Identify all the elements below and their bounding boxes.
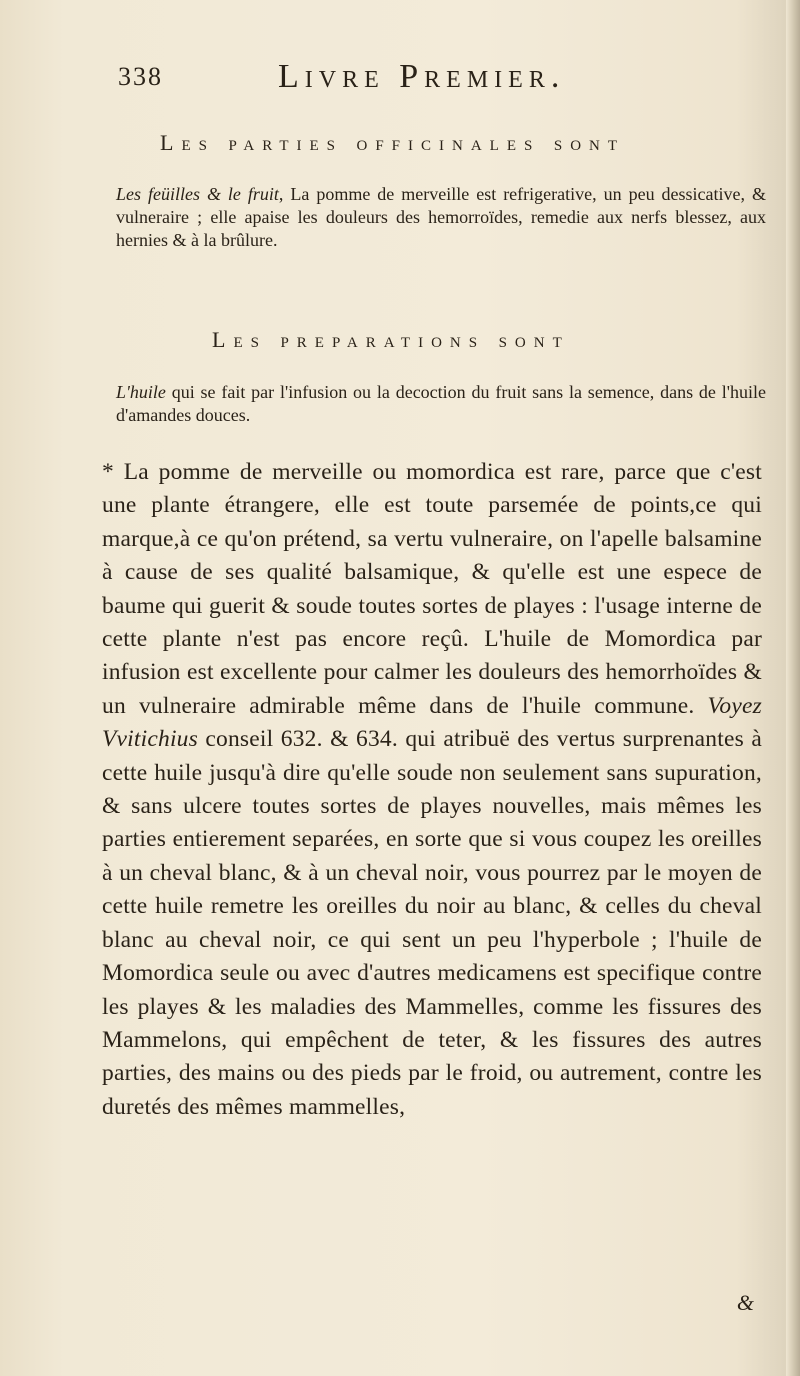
page-gutter bbox=[786, 0, 800, 1376]
section-heading-preparations: Les preparations sont bbox=[212, 327, 570, 352]
main-paragraph-part2: conseil 632. & 634. qui atribuë des vertus surprenantes à cette huile jusqu'à dire qu'elle soude non seulement sans supuration, & sans ulcere toutes sortes de playes nouvelles, mais mêmes les parties entierement separées, en sorte que si vous coupez les oreilles à un cheval blanc, & à un cheval noir, vous pourrez par le moyen de cette huile remetre les oreilles du noir au blanc, & celles du cheval blanc au cheval noir, ce qui sent un peu l'hyperbole ; l'huile de Momordica seule ou avec d'autres medicamens est specifique contre les playes & les maladies des Mammelles, comme les fissures des Mammelons, qui empêchent de teter, & les fissures des autres parties, des mains ou des pieds par le froid, ou autrement, contre les duretés des mêmes mammelles, bbox=[102, 726, 762, 1120]
page-number: 338 bbox=[118, 62, 163, 91]
main-paragraph-reference: Voyez Vvitichius bbox=[102, 692, 762, 753]
catchword: & bbox=[736, 1290, 754, 1315]
running-title: Livre Premier. bbox=[278, 58, 566, 95]
paragraph-preparations bbox=[116, 381, 766, 427]
main-paragraph-part1: * La pomme de merveille ou momordica est rare, parce que c'est une plante étrangere, elle est toute parsemée de points,ce qui marque,à ce qu'on prétend, sa vertu vulneraire, on l'apelle balsamine à cause de ses qualité balsamique, & qu'elle est une espece de baume qui guerit & soude toutes sortes de playes : l'usage interne de cette plante n'est pas encore reçû. L'huile de Momordica par infusion est excellente pour calmer les douleurs des hemorrhoïdes & un vulneraire admirable même dans de l'huile commune. bbox=[102, 459, 762, 719]
paragraph-preparations-text: qui se fait par l'infusion ou la decoction du fruit sans la semence, dans de l'huile d'amandes douces. bbox=[116, 382, 766, 425]
paragraph-officinales-italic: Les feüilles & le fruit bbox=[116, 184, 279, 204]
main-paragraph bbox=[102, 456, 762, 1124]
section-heading-officinales: Les parties officinales sont bbox=[160, 130, 626, 155]
paragraph-officinales bbox=[116, 183, 766, 252]
paragraph-officinales-text: , La pomme de merveille est refrigerative, un peu dessicative, & vulneraire ; elle apaise les douleurs des hemorroïdes, remedie aux nerfs blessez, aux hernies & à la brûlure. bbox=[116, 184, 766, 250]
paragraph-preparations-italic: L'huile bbox=[116, 382, 166, 402]
